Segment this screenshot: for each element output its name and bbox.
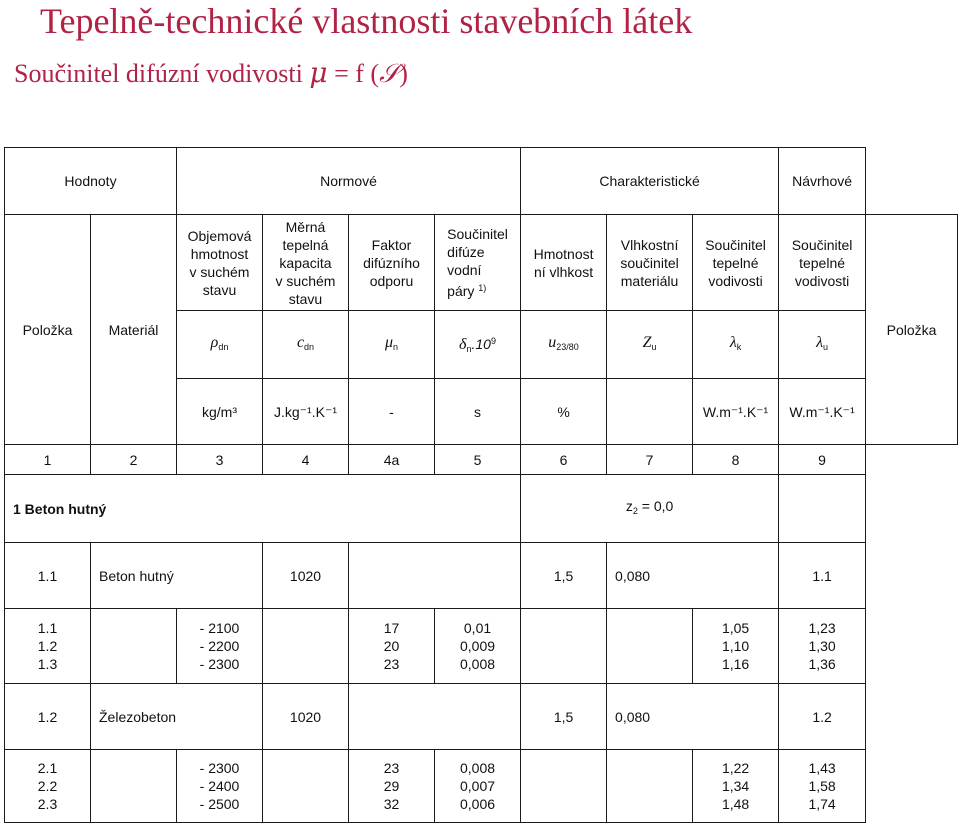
table-row (5, 543, 958, 609)
col-soucinitel-difuze (435, 215, 521, 311)
cell-empty (263, 609, 349, 684)
column-header-row (5, 215, 958, 311)
col-difuze-line: difúze (447, 244, 485, 260)
col-merna-line: stavu (288, 290, 323, 307)
cell-lambda-u-and-polozka (779, 609, 866, 684)
properties-table (4, 147, 958, 823)
cell-material: Železobeton (91, 684, 263, 750)
unit-delta: s (435, 379, 521, 445)
cell-polozka-list: 1.1 1.2 1.3 (5, 609, 91, 684)
cell-empty (521, 750, 607, 823)
column-numbers-row (5, 445, 958, 475)
col-difuze-line: páry (447, 283, 475, 299)
unit-z (607, 379, 693, 445)
cell-lambda-u-and-polozka (779, 750, 866, 823)
cell-lambda-u-list: 1,43 1,58 1,74 (808, 760, 836, 812)
column-number: 7 (607, 445, 693, 475)
group-hodnoty: Hodnoty (5, 148, 177, 215)
table-row (5, 609, 958, 684)
col-objemova-line: hmotnost (190, 245, 249, 262)
unit-lambda-k: W.m⁻¹.K⁻¹ (693, 379, 779, 445)
cell-z: 0,080 (607, 684, 779, 750)
col-faktor-odporu (349, 215, 435, 311)
col-objemova-line: Objemová (187, 227, 252, 244)
symbol-lambda-k: $\lambda_k$ (693, 311, 779, 379)
symbol-lambda-u: $\lambda_u$ (779, 311, 866, 379)
column-number: 4a (349, 445, 435, 475)
cell-empty (607, 609, 693, 684)
col-difuze-footnote: 1) (478, 283, 487, 293)
subtitle-mu-symbol: μ (309, 56, 328, 89)
col-vodivost-u-line: tepelné (799, 254, 846, 271)
column-number: 4 (263, 445, 349, 475)
symbol-z: $Z_u$ (607, 311, 693, 379)
section-empty (779, 475, 866, 543)
group-normove: Normové (177, 148, 521, 215)
cell-empty (91, 609, 177, 684)
page-title: Tepelně-technické vlastnosti stavebních látek (40, 1, 693, 41)
col-vodivost-k-line: Součinitel (705, 236, 766, 253)
cell-empty (349, 684, 521, 750)
col-vodivost-u-line: vodivosti (794, 272, 850, 289)
page-subtitle (14, 56, 408, 90)
table-row (5, 750, 958, 823)
col-vlhkostni-line: součinitel (620, 254, 679, 271)
section-row (5, 475, 958, 543)
cell-delta-list: 0,01 0,009 0,008 (435, 609, 521, 684)
cell-polozka-right: 1.2 (779, 684, 866, 750)
col-hmotnostni-line: Hmotnost (533, 245, 594, 262)
col-hmotnostni-vlhkost (521, 215, 607, 311)
cell-mu-list: 23 29 32 (349, 750, 435, 823)
col-objemova-line: stavu (202, 281, 237, 298)
cell-polozka: 1.1 (5, 543, 91, 609)
col-vlhkostni-soucinitel (607, 215, 693, 311)
col-faktor-line: difúzního (363, 254, 420, 271)
col-vodivost-k (693, 215, 779, 311)
cell-polozka-list: 2.1 2.2 2.3 (5, 750, 91, 823)
cell-u: 1,5 (521, 684, 607, 750)
col-objemova-hmotnost (177, 215, 263, 311)
cell-empty (521, 609, 607, 684)
column-number: 2 (91, 445, 177, 475)
cell-material: Beton hutný (91, 543, 263, 609)
col-vlhkostni-line: materiálu (620, 272, 679, 289)
column-number: 1 (5, 445, 91, 475)
symbol-mu: $\mu_n$ (349, 311, 435, 379)
subtitle-close: ) (399, 59, 408, 88)
column-number: 6 (521, 445, 607, 475)
section-title: 1 Beton hutný (5, 475, 521, 543)
col-faktor-line: odporu (369, 272, 414, 289)
cell-z: 0,080 (607, 543, 779, 609)
col-vodivost-u (779, 215, 866, 311)
col-material: Materiál (91, 215, 177, 445)
column-number: 9 (779, 445, 866, 475)
cell-empty (263, 750, 349, 823)
cell-polozka: 1.2 (5, 684, 91, 750)
column-number: 5 (435, 445, 521, 475)
cell-lambda-k-list: 1,05 1,10 1,16 (693, 609, 779, 684)
symbol-u: $u_{23/80}$ (521, 311, 607, 379)
col-vodivost-k-line: tepelné (712, 254, 759, 271)
cell-lambda-u-list: 1,23 1,30 1,36 (808, 620, 836, 672)
col-polozka-right: Položka (866, 215, 958, 445)
unit-mu: - (349, 379, 435, 445)
col-merna-line: kapacita (279, 254, 332, 271)
cell-delta-list: 0,008 0,007 0,006 (435, 750, 521, 823)
cell-c: 1020 (263, 684, 349, 750)
cell-lambda-k-list: 1,22 1,34 1,48 (693, 750, 779, 823)
section-z-value: $z_2 = 0,0$ (521, 475, 779, 543)
column-number: 8 (693, 445, 779, 475)
col-polozka: Položka (5, 215, 91, 445)
cell-empty (349, 543, 521, 609)
symbol-delta: $\delta_n.10^9$ (435, 311, 521, 379)
symbol-rho: $\rho_{dn}$ (177, 311, 263, 379)
group-charakteristicke: Charakteristické (521, 148, 779, 215)
col-vlhkostni-line: Vlhkostní (620, 236, 679, 253)
col-hmotnostni-line: ní vlhkost (533, 263, 594, 280)
unit-u: % (521, 379, 607, 445)
col-merna-kapacita (263, 215, 349, 311)
subtitle-script-s: 𝒮 (379, 59, 400, 88)
cell-empty (91, 750, 177, 823)
col-difuze-line: vodní (447, 262, 482, 278)
cell-rho-list: - 2300 - 2400 - 2500 (177, 750, 263, 823)
subtitle-text: Součinitel difúzní vodivosti (14, 59, 303, 88)
unit-rho: kg/m³ (177, 379, 263, 445)
unit-lambda-u: W.m⁻¹.K⁻¹ (779, 379, 866, 445)
cell-rho-list: - 2100 - 2200 - 2300 (177, 609, 263, 684)
col-vodivost-k-line: vodivosti (708, 272, 763, 289)
col-merna-line: v suchém (275, 272, 336, 289)
col-merna-line: tepelná (282, 236, 329, 253)
cell-c: 1020 (263, 543, 349, 609)
column-number: 3 (177, 445, 263, 475)
col-merna-line: Měrná (285, 218, 326, 235)
cell-empty (607, 750, 693, 823)
unit-c: J.kg⁻¹.K⁻¹ (263, 379, 349, 445)
cell-polozka-right: 1.1 (779, 543, 866, 609)
col-difuze-line: Součinitel (447, 226, 508, 242)
cell-u: 1,5 (521, 543, 607, 609)
col-vodivost-u-line: Součinitel (791, 236, 853, 253)
group-header-row (5, 148, 958, 215)
col-objemova-line: v suchém (189, 263, 250, 280)
subtitle-equals: = f ( (327, 59, 380, 88)
cell-mu-list: 17 20 23 (349, 609, 435, 684)
symbol-c: $c_{dn}$ (263, 311, 349, 379)
group-navrhove: Návrhové (779, 148, 866, 215)
col-faktor-line: Faktor (371, 236, 412, 253)
table-row (5, 684, 958, 750)
